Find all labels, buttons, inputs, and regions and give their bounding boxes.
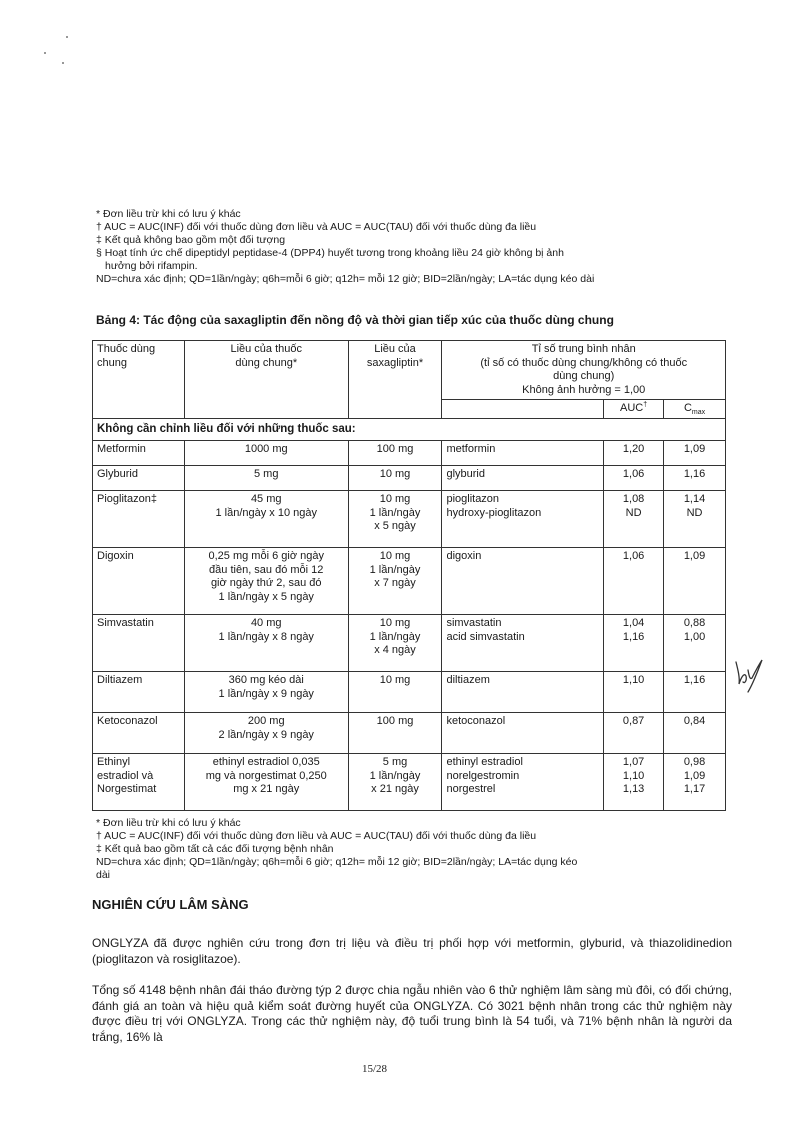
cell-dose: 200 mg 2 lần/ngày x 9 ngày	[184, 713, 348, 754]
cell-drug: Glyburid	[93, 466, 185, 491]
cell-saxagliptin-dose: 100 mg	[348, 441, 442, 466]
cell-dose: 0,25 mg mỗi 6 giờ ngày đầu tiên, sau đó mỗi 12 giờ ngày thứ 2, sau đó 1 lần/ngày x 5 ngày	[184, 548, 348, 615]
cell-analyte: ketoconazol	[442, 713, 604, 754]
handwritten-initials	[732, 652, 766, 696]
cell-saxagliptin-dose: 10 mg	[348, 466, 442, 491]
cell-cmax: 1,16	[664, 466, 726, 491]
table-row	[93, 672, 726, 713]
header-cmax: $C_{max}$	[664, 400, 726, 419]
cell-dose: ethinyl estradiol 0,035 mg và norgestimat 0,250 mg x 21 ngày	[184, 754, 348, 811]
cell-auc: 1,06	[604, 548, 664, 615]
cell-analyte: glyburid	[442, 466, 604, 491]
cell-dose: 40 mg 1 lần/ngày x 8 ngày	[184, 615, 348, 672]
cell-analyte: diltiazem	[442, 672, 604, 713]
header-saxagliptin-dose: Liều của saxagliptin*	[348, 341, 442, 419]
footnote-line: ND=chưa xác định; QD=1lần/ngày; q6h=mỗi 6 giờ; q12h= mỗi 12 giờ; BID=2lần/ngày; LA=tác dụng kéo dài	[96, 273, 595, 285]
table-row	[93, 548, 726, 615]
cell-dose: 45 mg 1 lần/ngày x 10 ngày	[184, 491, 348, 548]
footnote-line: dài	[96, 869, 111, 881]
cell-analyte: digoxin	[442, 548, 604, 615]
cell-cmax: 1,16	[664, 672, 726, 713]
cell-auc: 1,10	[604, 672, 664, 713]
cell-auc: 1,07 1,10 1,13	[604, 754, 664, 811]
footnote-line: § Hoạt tính ức chế dipeptidyl peptidase-4 (DPP4) huyết tương trong khoảng liều 24 giờ không bị ảnh	[96, 247, 564, 259]
cell-saxagliptin-dose: 10 mg 1 lần/ngày x 5 ngày	[348, 491, 442, 548]
cell-drug: Ketoconazol	[93, 713, 185, 754]
table-row	[93, 713, 726, 754]
table-row	[93, 754, 726, 811]
cell-auc: 1,20	[604, 441, 664, 466]
interaction-table	[92, 340, 726, 811]
cell-auc: 0,87	[604, 713, 664, 754]
header-auc: AUC†	[604, 400, 664, 419]
cell-dose: 5 mg	[184, 466, 348, 491]
footnotes-top	[96, 208, 736, 286]
footnotes-bottom	[96, 817, 736, 882]
scan-speck	[44, 52, 46, 54]
cell-analyte: metformin	[442, 441, 604, 466]
footnote-line: * Đơn liều trừ khi có lưu ý khác	[96, 208, 241, 220]
cell-drug: Diltiazem	[93, 672, 185, 713]
footnote-line: ‡ Kết quả không bao gồm một đối tượng	[96, 234, 286, 246]
cell-drug: Digoxin	[93, 548, 185, 615]
section-row: Không cần chỉnh liều đối với những thuốc sau:	[93, 418, 726, 441]
cell-saxagliptin-dose: 5 mg 1 lần/ngày x 21 ngày	[348, 754, 442, 811]
cell-cmax: 0,88 1,00	[664, 615, 726, 672]
section-heading: NGHIÊN CỨU LÂM SÀNG	[92, 897, 249, 912]
cell-saxagliptin-dose: 10 mg 1 lần/ngày x 4 ngày	[348, 615, 442, 672]
footnote-line: ND=chưa xác định; QD=1lần/ngày; q6h=mỗi 6 giờ; q12h= mỗi 12 giờ; BID=2lần/ngày; LA=tác dụng kéo	[96, 856, 578, 868]
header-geometric-mean-ratio: Tỉ số trung bình nhân (tỉ số có thuốc dùng chung/không có thuốc dùng chung) Không ảnh hưởng = 1,00	[442, 341, 726, 400]
cell-cmax: 1,09	[664, 548, 726, 615]
cell-cmax: 1,14 ND	[664, 491, 726, 548]
header-coadministered-drug: Thuốc dùng chung	[93, 341, 185, 419]
cell-analyte: ethinyl estradiol norelgestromin norgestrel	[442, 754, 604, 811]
table-header-row	[93, 341, 726, 400]
cell-cmax: 1,09	[664, 441, 726, 466]
paragraph: Tổng số 4148 bệnh nhân đái tháo đường týp 2 được chia ngẫu nhiên vào 6 thử nghiệm lâm sàng mù đôi, có đối chứng, đánh giá an toàn và hiệu quả kiểm soát đường huyết của ONGLYZA. Có 3021 bệnh nhân trong các thử nghiệm này được điều trị với ONGLYZA. Trong các thử nghiệm này, độ tuổi trung bình là 54 tuổi, và 71% bệnh nhân là người da trắng, 16% là	[92, 983, 732, 1044]
footnote-line: ‡ Kết quả bao gồm tất cả các đối tượng bệnh nhân	[96, 843, 334, 855]
cell-drug: Simvastatin	[93, 615, 185, 672]
footnote-line: hưởng bởi rifampin.	[105, 260, 198, 272]
cell-auc: 1,08 ND	[604, 491, 664, 548]
table-title: Bảng 4: Tác động của saxagliptin đến nồng độ và thời gian tiếp xúc của thuốc dùng chung	[96, 313, 614, 327]
cell-drug: Ethinyl estradiol và Norgestimat	[93, 754, 185, 811]
footnote-line: * Đơn liều trừ khi có lưu ý khác	[96, 817, 241, 829]
footnote-line: † AUC = AUC(INF) đối với thuốc dùng đơn liều và AUC = AUC(TAU) đối với thuốc dùng đa liều	[96, 221, 537, 233]
table-row	[93, 491, 726, 548]
footnote-line: † AUC = AUC(INF) đối với thuốc dùng đơn liều và AUC = AUC(TAU) đối với thuốc dùng đa liều	[96, 830, 537, 842]
cell-analyte: simvastatin acid simvastatin	[442, 615, 604, 672]
table-body	[93, 441, 726, 811]
scan-speck	[66, 36, 68, 38]
page-number: 15/28	[362, 1063, 388, 1075]
table-row	[93, 615, 726, 672]
cell-saxagliptin-dose: 100 mg	[348, 713, 442, 754]
cell-auc: 1,06	[604, 466, 664, 491]
cell-drug: Pioglitazon‡	[93, 491, 185, 548]
cell-drug: Metformin	[93, 441, 185, 466]
cell-cmax: 0,84	[664, 713, 726, 754]
cell-analyte: pioglitazon hydroxy-pioglitazon	[442, 491, 604, 548]
cell-cmax: 0,98 1,09 1,17	[664, 754, 726, 811]
scan-speck	[62, 62, 64, 64]
table-row	[93, 466, 726, 491]
table-row	[93, 441, 726, 466]
cell-saxagliptin-dose: 10 mg 1 lần/ngày x 7 ngày	[348, 548, 442, 615]
cell-saxagliptin-dose: 10 mg	[348, 672, 442, 713]
cell-dose: 1000 mg	[184, 441, 348, 466]
cell-auc: 1,04 1,16	[604, 615, 664, 672]
cell-dose: 360 mg kéo dài 1 lần/ngày x 9 ngày	[184, 672, 348, 713]
paragraph: ONGLYZA đã được nghiên cứu trong đơn trị liệu và điều trị phối hợp với metformin, glyburid, và thiazolidinedion (pioglitazon và rosiglitazoe).	[92, 936, 732, 966]
header-coadministered-dose: Liều của thuốc dùng chung*	[184, 341, 348, 419]
